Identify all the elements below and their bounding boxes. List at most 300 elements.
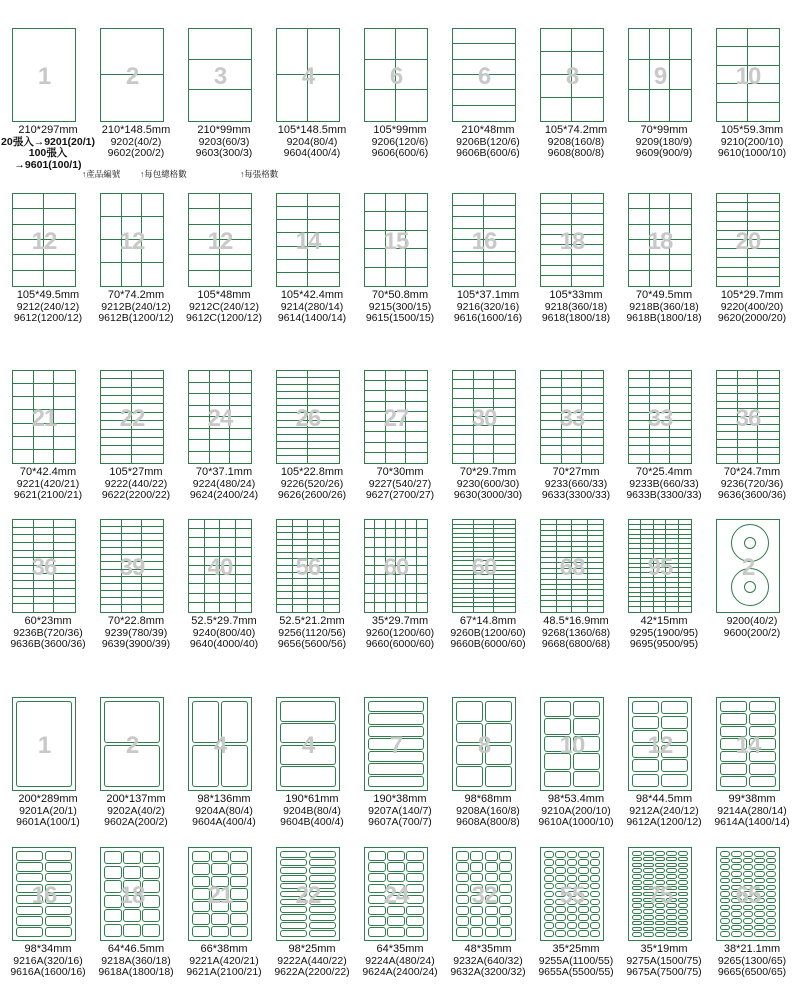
label-cell (277, 599, 293, 606)
label-cell (731, 918, 741, 924)
label-cell (365, 443, 386, 453)
label-sheet (716, 28, 780, 122)
label-sheet (540, 193, 604, 287)
label-cell (220, 194, 251, 209)
label-cell (666, 863, 676, 868)
label-sheet (452, 370, 516, 464)
label-cell (678, 863, 688, 868)
label-sheet (100, 519, 164, 613)
label-cell (484, 194, 515, 206)
label-sheet (628, 193, 692, 287)
product-code: 9265(1300/65) (717, 954, 787, 967)
labels-per-sheet-digit: 36 (735, 405, 761, 432)
label-cell (650, 371, 671, 379)
label-cell (499, 916, 512, 926)
label-size: 70*24.7mm (723, 466, 781, 478)
label-cell (123, 909, 141, 922)
product-code: 9295(1900/95) (629, 626, 699, 639)
label-cell (406, 603, 416, 612)
label-cell (590, 867, 600, 874)
label-cell (142, 541, 163, 548)
label-cell (34, 604, 55, 612)
label-cell (567, 859, 577, 866)
label-cell (456, 701, 483, 722)
label-cell (308, 442, 339, 449)
label-cell (365, 29, 396, 60)
labels-per-sheet-digit: 18 (647, 228, 673, 255)
label-size: 210*297mm (18, 124, 78, 136)
label-cell (731, 931, 741, 937)
product-code: 9608A(800/8) (456, 816, 520, 828)
label-cell (396, 529, 406, 538)
label-cell (308, 586, 324, 593)
label-cell (293, 527, 309, 534)
label-cell (406, 194, 427, 212)
label-cell (142, 534, 163, 541)
labels-per-sheet-digit: 18 (119, 882, 145, 909)
label-cell (573, 771, 600, 787)
product-code: 9612B(1200/12) (98, 312, 174, 324)
label-cell (406, 268, 427, 286)
label-cell (650, 29, 671, 60)
label-size: 64*46.5mm (107, 943, 165, 955)
label-cell (142, 924, 160, 937)
product-code: 9260B(1200/60) (450, 626, 526, 639)
label-cell (236, 594, 252, 603)
label-cell (629, 438, 650, 446)
labels-per-sheet-digit: 12 (31, 228, 57, 255)
label-cell (717, 268, 748, 277)
label-cell (754, 925, 764, 931)
product-code: 9665(6500/65) (717, 966, 787, 978)
label-cell (189, 29, 251, 60)
product-code: 9618A(1800/18) (98, 966, 174, 978)
label-cell (189, 394, 210, 406)
label-size: 48*35mm (464, 943, 512, 955)
labels-per-sheet-digit: 12 (119, 228, 145, 255)
label-cell (13, 597, 34, 605)
label-cell (494, 435, 515, 444)
label-cell (54, 581, 75, 589)
tile-caption (350, 125, 450, 160)
label-size: 48.5*16.9mm (543, 615, 609, 627)
labels-per-sheet-digit: 26 (295, 405, 321, 432)
product-code: 9208A(160/8) (456, 804, 520, 817)
tile-caption (614, 944, 714, 979)
product-code: 9255A(1100/55) (538, 954, 614, 967)
label-cell (743, 871, 753, 877)
product-code: 9601A(100/1) (16, 816, 80, 828)
label-cell (54, 520, 75, 528)
label-cell (758, 394, 779, 402)
label-cell (567, 922, 577, 929)
label-cell (754, 851, 764, 857)
label-cell (101, 263, 122, 286)
product-code: 9620(2000/20) (717, 312, 787, 324)
label-cell (122, 534, 143, 541)
label-cell (453, 217, 484, 229)
label-cell (590, 851, 600, 858)
label-cell (590, 875, 600, 882)
label-size: 70*30mm (376, 466, 424, 478)
label-size: 105*29.7mm (720, 289, 784, 301)
label-sheet (100, 847, 164, 941)
label-cell (45, 851, 72, 861)
label-cell (541, 276, 572, 286)
label-cell (375, 538, 385, 547)
label-cell (678, 857, 688, 862)
tile-caption (614, 467, 714, 502)
label-cell (743, 858, 753, 864)
label-cell (453, 454, 474, 463)
label-cell (230, 371, 251, 383)
product-code: 100張入→9601(100/1) (14, 147, 82, 171)
label-cell (590, 930, 600, 937)
label-cell (474, 445, 495, 454)
tile-caption (350, 944, 450, 979)
label-cell (324, 540, 340, 547)
label-cell (720, 776, 747, 787)
label-cell (453, 29, 515, 44)
label-cell (643, 927, 653, 932)
label-cell (541, 446, 562, 454)
product-code: 9214(280/14) (280, 300, 344, 313)
tile-caption (438, 616, 538, 651)
product-code: 9220(400/20) (720, 300, 784, 313)
label-cell (54, 437, 75, 450)
label-cell (44, 271, 75, 286)
label-cell (582, 455, 603, 463)
label-cell (277, 273, 308, 286)
label-cell (54, 597, 75, 605)
label-cell (484, 275, 515, 287)
label-cell (365, 268, 386, 286)
label-cell (396, 594, 406, 603)
label-sheet (364, 519, 428, 613)
label-cell (629, 271, 650, 286)
label-sheet (276, 847, 340, 941)
label-cell (758, 448, 779, 456)
label-cell (720, 763, 747, 774)
label-cell (142, 584, 163, 591)
label-cell (590, 859, 600, 866)
label-cell (189, 529, 205, 538)
product-code: 9622A(2200/22) (274, 966, 350, 978)
label-cell (654, 607, 666, 612)
label-cell (629, 607, 641, 612)
label-cell (650, 194, 671, 209)
label-cell (743, 918, 753, 924)
label-cell (541, 455, 562, 463)
label-cell (386, 529, 396, 538)
product-code: 9633(3300/33) (541, 489, 611, 501)
label-size: 200*137mm (106, 793, 166, 805)
label-size: 210*48mm (461, 124, 515, 136)
product-code: 9200(40/2) (726, 615, 778, 627)
label-cell (122, 591, 143, 598)
label-cell (386, 381, 407, 391)
label-cell (101, 584, 122, 591)
label-cell (567, 914, 577, 921)
labels-per-sheet-digit: 20 (735, 228, 761, 255)
label-cell (629, 29, 650, 60)
label-sheet (452, 193, 516, 287)
label-cell (590, 914, 600, 921)
label-cell (541, 371, 562, 379)
label-cell (743, 864, 753, 870)
label-cell (13, 604, 34, 612)
label-cell (396, 538, 406, 547)
label-cell (629, 455, 650, 463)
label-cell (308, 540, 324, 547)
tile-caption (350, 290, 450, 325)
product-code: 9604A(400/4) (192, 816, 256, 828)
label-cell (754, 871, 764, 877)
tile-caption (0, 944, 98, 979)
label-cell (629, 209, 650, 224)
label-cell (189, 584, 205, 593)
label-size: 105*37.1mm (456, 289, 520, 301)
label-cell (632, 868, 642, 873)
label-cell (717, 194, 748, 203)
product-code: 9660B(6000/60) (450, 638, 526, 650)
label-cell (210, 440, 231, 452)
label-cell (655, 868, 665, 873)
label-cell (749, 763, 776, 774)
label-cell (230, 863, 248, 874)
tile-caption (86, 290, 186, 325)
tile-caption (438, 125, 538, 160)
label-sheet (276, 370, 340, 464)
label-cell (123, 924, 141, 937)
tile-caption (438, 794, 538, 829)
label-cell (142, 520, 163, 527)
label-sheet (364, 697, 428, 791)
label-cell (754, 931, 764, 937)
label-cell (101, 541, 122, 548)
label-cell (293, 599, 309, 606)
label-cell (123, 866, 141, 879)
product-code: 9633B(3300/33) (626, 489, 702, 501)
label-cell (588, 607, 604, 612)
labels-per-sheet-digit: 16 (31, 882, 57, 909)
label-cell (494, 454, 515, 463)
label-size: 98*44.5mm (635, 793, 693, 805)
label-cell (101, 605, 122, 612)
label-cell (661, 774, 688, 787)
label-cell (308, 449, 339, 456)
label-cell (132, 379, 163, 387)
tile-caption (438, 290, 538, 325)
label-cell (678, 868, 688, 873)
label-cell (368, 701, 424, 712)
label-cell (544, 867, 554, 874)
label-cell (632, 863, 642, 868)
tile-caption (350, 794, 450, 829)
label-size: 210*99mm (197, 124, 251, 136)
label-cell (280, 859, 307, 866)
label-cell (104, 866, 122, 879)
labels-per-sheet-digit: 24 (207, 405, 233, 432)
label-cell (562, 396, 583, 404)
label-cell (44, 209, 75, 224)
label-cell (34, 581, 55, 589)
label-cell (754, 918, 764, 924)
label-cell (655, 927, 665, 932)
label-size: 105*42.4mm (280, 289, 344, 301)
tile-caption (0, 616, 98, 651)
label-cell (220, 594, 236, 603)
label-cell (375, 594, 385, 603)
label-cell (632, 927, 642, 932)
label-cell (678, 851, 688, 856)
label-cell (280, 701, 336, 722)
label-cell (387, 862, 405, 872)
label-cell (189, 383, 210, 395)
label-cell (54, 384, 75, 397)
labels-per-sheet-digit: 56 (295, 554, 321, 581)
label-cell (670, 388, 691, 396)
label-cell (666, 921, 676, 926)
label-size: 98*34mm (24, 943, 72, 955)
label-cell (632, 759, 659, 772)
label-cell (211, 851, 229, 862)
product-code: 9214A(280/14) (717, 804, 787, 817)
label-cell (720, 918, 730, 924)
label-cell (643, 863, 653, 868)
product-code: 9221A(420/21) (189, 954, 259, 967)
product-code: 9655A(5500/55) (538, 966, 614, 978)
label-cell (236, 529, 252, 538)
tile-caption (86, 794, 186, 829)
label-cell (293, 605, 309, 612)
label-sheet (188, 370, 252, 464)
label-cell (557, 607, 573, 612)
label-size: 190*38mm (373, 793, 427, 805)
label-cell (679, 607, 691, 612)
label-cell (661, 759, 688, 772)
label-cell (582, 446, 603, 454)
label-cell (309, 867, 336, 874)
label-cell (368, 776, 424, 787)
label-sheet (452, 697, 516, 791)
label-cell (629, 379, 650, 387)
tile-caption (174, 467, 274, 502)
label-cell (717, 379, 738, 387)
label-cell (731, 925, 741, 931)
label-cell (406, 862, 424, 872)
tile-caption (262, 944, 362, 979)
label-cell (308, 599, 324, 606)
label-cell (277, 371, 308, 378)
tile-caption (0, 794, 98, 829)
product-code: 9668(6800/68) (541, 638, 611, 650)
label-sheet (540, 847, 604, 941)
label-cell (101, 194, 122, 217)
label-cell (386, 538, 396, 547)
label-cell (220, 603, 236, 612)
label-cell (277, 527, 293, 534)
label-cell (749, 713, 776, 724)
label-cell (277, 605, 293, 612)
label-cell (236, 584, 252, 593)
label-sheet (716, 193, 780, 287)
label-cell (731, 851, 741, 857)
label-cell (632, 932, 642, 937)
tile-caption (262, 794, 362, 829)
label-cell (567, 875, 577, 882)
label-cell (375, 529, 385, 538)
label-cell (230, 383, 251, 395)
label-cell (541, 388, 562, 396)
label-cell (720, 701, 747, 712)
label-cell (277, 392, 308, 399)
label-cell (205, 594, 221, 603)
label-cell (406, 520, 416, 529)
labels-per-sheet-digit: 55 (559, 882, 585, 909)
label-sheet (276, 28, 340, 122)
label-sheet (276, 697, 340, 791)
labels-per-sheet-digit: 8 (565, 63, 579, 90)
labels-per-sheet-digit: 32 (471, 882, 497, 909)
label-cell (387, 927, 405, 937)
product-code: 9236(720/36) (720, 477, 784, 490)
label-cell (678, 921, 688, 926)
product-code: 9616(1600/16) (453, 312, 523, 324)
label-cell (189, 271, 220, 286)
label-cell (541, 29, 572, 52)
label-cell (541, 214, 572, 224)
label-cell (555, 851, 565, 858)
product-code: 9607A(700/7) (368, 816, 432, 828)
label-cell (743, 925, 753, 931)
label-size: 35*29.7mm (371, 615, 429, 627)
label-cell (417, 594, 427, 603)
label-cell (308, 605, 324, 612)
label-cell (308, 194, 339, 207)
product-code: 9224(480/24) (192, 477, 256, 490)
label-cell (220, 584, 236, 593)
label-size: 70*27mm (552, 466, 600, 478)
label-cell (738, 455, 759, 463)
label-sheet (452, 28, 516, 122)
label-size: 35*19mm (640, 943, 688, 955)
label-cell (453, 275, 484, 287)
labels-per-sheet-digit: 12 (647, 732, 673, 759)
label-sheet (540, 519, 604, 613)
note-per-sheet: ↑每張格數 (240, 169, 279, 179)
label-cell (650, 209, 671, 224)
label-cell (101, 388, 132, 396)
label-cell (277, 456, 308, 463)
label-cell (54, 589, 75, 597)
label-size: 42*15mm (640, 615, 688, 627)
label-cell (666, 927, 676, 932)
label-cell (324, 605, 340, 612)
labels-per-sheet-digit: 24 (383, 882, 409, 909)
label-cell (572, 194, 603, 204)
label-cell (720, 871, 730, 877)
label-cell (16, 916, 43, 926)
label-cell (474, 371, 495, 380)
label-cell (220, 538, 236, 547)
labels-per-sheet-digit: 27 (383, 405, 409, 432)
label-cell (655, 915, 665, 920)
label-cell (277, 207, 308, 220)
label-sheet (540, 370, 604, 464)
product-code: 9212A(240/12) (629, 804, 699, 817)
label-size: 105*27mm (109, 466, 163, 478)
